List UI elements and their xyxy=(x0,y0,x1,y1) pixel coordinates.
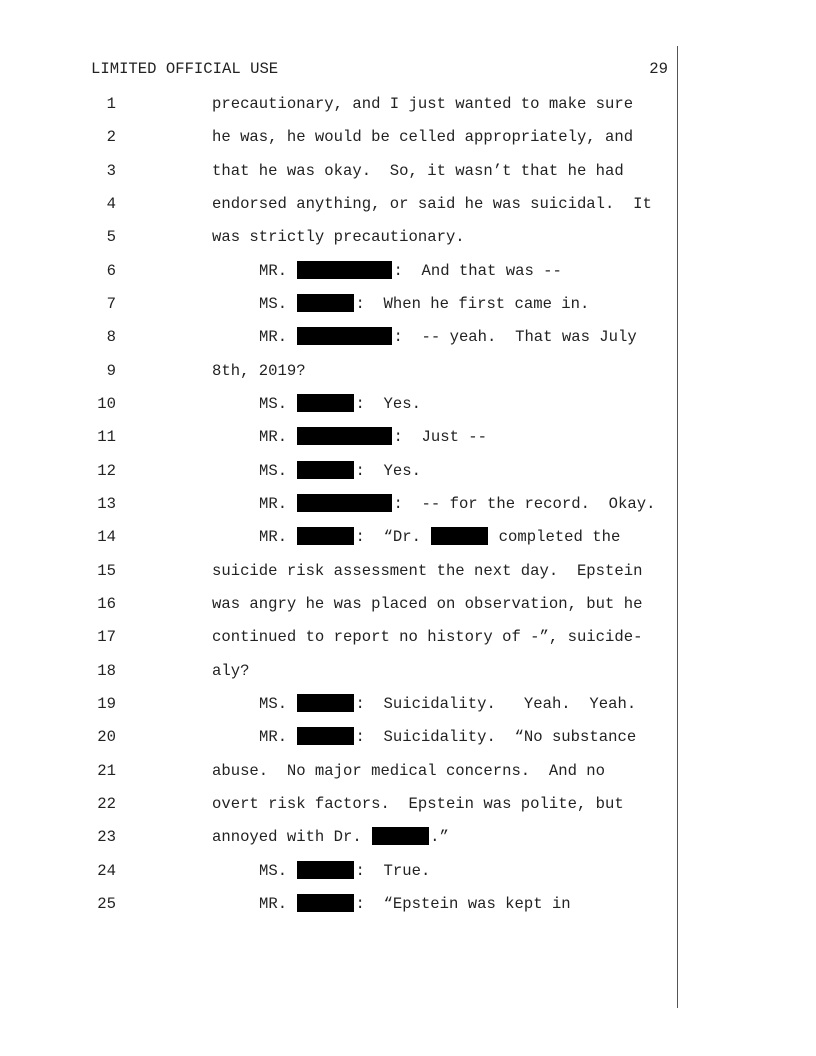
transcript-line xyxy=(0,694,676,714)
line-text xyxy=(212,194,652,214)
transcript-line xyxy=(0,527,676,547)
text-segment: 8th, 2019? xyxy=(212,361,306,380)
text-segment: MR. xyxy=(259,261,297,280)
transcript-line xyxy=(0,261,676,281)
text-segment: MS. xyxy=(259,861,297,880)
redaction-box xyxy=(431,527,488,545)
line-number: 8 xyxy=(106,328,116,347)
text-segment: : Yes. xyxy=(355,461,421,480)
line-number: 11 xyxy=(97,428,116,447)
text-segment: that he was okay. So, it wasn’t that he had xyxy=(212,161,624,180)
classification-header: LIMITED OFFICIAL USE xyxy=(91,60,279,78)
line-text xyxy=(259,727,636,747)
line-text xyxy=(259,894,571,914)
line-number: 6 xyxy=(106,261,116,280)
transcript-line xyxy=(0,861,676,881)
text-segment: : True. xyxy=(355,861,431,880)
text-segment: annoyed with Dr. xyxy=(212,828,372,847)
transcript-line xyxy=(0,394,676,414)
text-segment: completed the xyxy=(489,528,621,547)
line-text xyxy=(212,761,605,781)
right-margin-rule xyxy=(677,46,678,1008)
transcript-line xyxy=(0,827,676,847)
line-text xyxy=(212,661,249,681)
text-segment: : Suicidality. “No substance xyxy=(355,728,637,747)
redaction-box xyxy=(297,527,354,545)
transcript-line xyxy=(0,294,676,314)
text-segment: : -- yeah. That was July xyxy=(393,328,637,347)
redaction-box xyxy=(297,261,392,279)
transcript-line xyxy=(0,627,676,647)
line-text xyxy=(259,527,620,547)
text-segment: MR. xyxy=(259,495,297,513)
text-segment: aly? xyxy=(212,661,250,680)
transcript-line xyxy=(0,194,676,214)
transcript-line xyxy=(0,127,676,147)
text-segment: : Suicidality. Yeah. Yeah. xyxy=(355,694,637,713)
transcript-line xyxy=(0,894,676,914)
text-segment: MR. xyxy=(259,728,297,747)
line-number: 25 xyxy=(97,894,116,913)
line-text xyxy=(259,494,655,514)
line-number: 20 xyxy=(97,728,116,747)
text-segment: : “Dr. xyxy=(355,528,431,547)
text-segment: MR. xyxy=(259,328,297,347)
line-text xyxy=(259,261,562,281)
transcript-line xyxy=(0,661,676,681)
text-segment: was strictly precautionary. xyxy=(212,228,465,247)
text-segment: MR. xyxy=(259,528,297,547)
transcript-line xyxy=(0,94,676,114)
text-segment: precautionary, and I just wanted to make sure xyxy=(212,95,634,113)
line-number: 15 xyxy=(97,561,116,580)
text-segment: MR. xyxy=(259,428,297,447)
transcript-line xyxy=(0,494,676,514)
line-text xyxy=(259,394,421,414)
redaction-box xyxy=(297,861,354,879)
text-segment: MS. xyxy=(259,295,297,313)
redaction-box xyxy=(297,894,354,912)
text-segment: MS. xyxy=(259,694,297,713)
text-segment: : Just -- xyxy=(393,428,488,447)
transcript-line xyxy=(0,761,676,781)
text-segment: : -- for the record. Okay. xyxy=(393,495,656,513)
redaction-box xyxy=(297,694,354,712)
redaction-box xyxy=(297,294,354,312)
redaction-box xyxy=(297,394,354,412)
text-segment: MS. xyxy=(259,395,297,413)
text-segment: abuse. No major medical concerns. And no xyxy=(212,761,606,780)
text-segment: endorsed anything, or said he was suicidal. It xyxy=(212,195,652,213)
transcript-line xyxy=(0,227,676,247)
line-number: 3 xyxy=(106,161,116,180)
line-text xyxy=(212,627,642,647)
text-segment: : When he first came in. xyxy=(355,295,590,313)
text-segment: continued to report no history of -”, suicide- xyxy=(212,628,643,647)
line-number: 4 xyxy=(106,195,116,213)
transcript-line xyxy=(0,361,676,381)
text-segment: MS. xyxy=(259,461,297,480)
redaction-box xyxy=(297,494,392,512)
line-number: 7 xyxy=(106,295,116,313)
line-number: 1 xyxy=(106,95,116,113)
text-segment: : “Epstein was kept in xyxy=(355,894,571,913)
text-segment: suicide risk assessment the next day. Epstein xyxy=(212,561,643,580)
line-text xyxy=(259,427,487,447)
transcript-line xyxy=(0,327,676,347)
transcript-line xyxy=(0,461,676,481)
line-text xyxy=(212,227,465,247)
text-segment: overt risk factors. Epstein was polite, but xyxy=(212,794,624,813)
line-text xyxy=(259,327,637,347)
text-segment: .” xyxy=(430,828,449,847)
transcript-line xyxy=(0,794,676,814)
line-text xyxy=(212,561,642,581)
text-segment: was angry he was placed on observation, but he xyxy=(212,595,643,613)
line-text xyxy=(259,861,430,881)
line-text xyxy=(259,694,636,714)
text-segment: he was, he would be celled appropriately, and xyxy=(212,128,634,147)
line-text xyxy=(212,94,633,114)
line-text xyxy=(212,594,642,614)
transcript-line xyxy=(0,161,676,181)
line-number: 23 xyxy=(97,828,116,847)
text-segment: MR. xyxy=(259,894,297,913)
line-number: 21 xyxy=(97,761,116,780)
line-text xyxy=(259,294,589,314)
transcript-line xyxy=(0,561,676,581)
line-text xyxy=(212,794,624,814)
text-segment: : Yes. xyxy=(355,395,421,413)
redaction-box xyxy=(297,461,354,479)
redaction-box xyxy=(297,727,354,745)
line-number: 5 xyxy=(106,228,116,247)
line-number: 24 xyxy=(97,861,116,880)
line-number: 9 xyxy=(106,361,116,380)
line-text xyxy=(212,127,633,147)
line-number: 12 xyxy=(97,461,116,480)
line-number: 18 xyxy=(97,661,116,680)
line-number: 17 xyxy=(97,628,116,647)
line-number: 16 xyxy=(97,595,116,613)
text-segment: : And that was -- xyxy=(393,261,562,280)
transcript-line xyxy=(0,727,676,747)
redaction-box xyxy=(297,327,392,345)
line-text xyxy=(212,361,306,381)
line-number: 2 xyxy=(106,128,116,147)
line-number: 10 xyxy=(97,395,116,413)
line-number: 19 xyxy=(97,694,116,713)
line-text xyxy=(212,827,449,847)
transcript-line xyxy=(0,594,676,614)
page-number: 29 xyxy=(649,60,668,78)
transcript-line xyxy=(0,427,676,447)
redaction-box xyxy=(372,827,429,845)
redaction-box xyxy=(297,427,392,445)
line-number: 22 xyxy=(97,794,116,813)
line-text xyxy=(259,461,421,481)
line-number: 13 xyxy=(97,495,116,513)
line-text xyxy=(212,161,624,181)
line-number: 14 xyxy=(97,528,116,547)
